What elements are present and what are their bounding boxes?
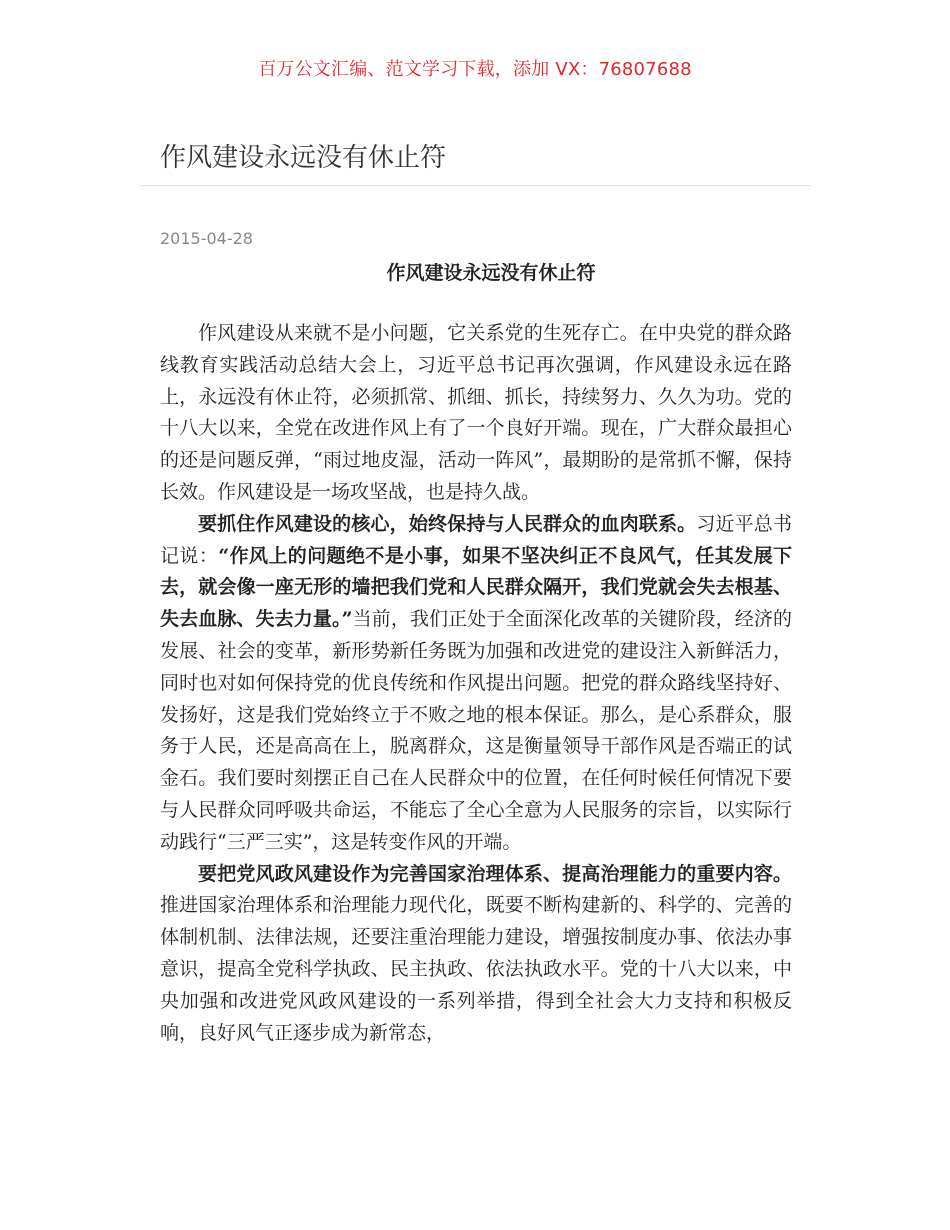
paragraph-1-text: 作风建设从来就不是小问题，它关系党的生死存亡。在中央党的群众路线教育实践活动总结大会上，习近平总书记再次强调，作风建设永远在路上，永远没有休止符，必须抓常、抓细、抓长，持续努力、久久为功。党的十八大以来，全党在改进作风上有了一个良好开端。现在，广大群众最担心的还是问题反弹，“雨过地皮湿，活动一阵风”，最期盼的是常抓不懈，保持长效。作风建设是一场攻坚战，也是持久战。 [160,322,792,503]
paragraph-3-text: 推进国家治理体系和治理能力现代化，既要不断构建新的、科学的、完善的体制机制、法律法规，还要注重治理能力建设，增强按制度办事、依法办事意识，提高全党科学执政、民主执政、依法执政水平。党的十八大以来，中央加强和改进党风政风建设的一系列举措，得到全社会大力支持和积极反响，良好风气正逐步成为新常态， [160,894,792,1044]
download-promo-banner: 百万公文汇编、范文学习下载，添加 VX：76807688 [258,59,692,80]
paragraph-3-bold-lead: 要把党风政风建设作为完善国家治理体系、提高治理能力的重要内容。 [198,862,792,885]
page-title: 作风建设永远没有休止符 [160,143,447,173]
paragraph-3 [160,859,792,1050]
paragraph-2 [160,509,792,859]
publish-date: 2015-04-28 [160,229,253,248]
paragraph-1 [160,318,792,509]
paragraph-2-tail: 当前，我们正处于全面深化改革的关键阶段，经济的发展、社会的变革，新形势新任务既为加强和改进党的建设注入新鲜活力，同时也对如何保持党的优良传统和作风提出问题。把党的群众路线坚持好、发扬好，这是我们党始终立于不败之地的根本保证。那么，是心系群众，服务于人民，还是高高在上，脱离群众，这是衡量领导干部作风是否端正的试金石。我们要时刻摆正自己在人民群众中的位置，在任何时候任何情况下要与人民群众同呼吸共命运，不能忘了全心全意为人民服务的宗旨，以实际行动践行“三严三实”，这是转变作风的开端。 [160,608,792,853]
paragraph-2-bold-quote: “作风上的问题绝不是小事，如果不坚决纠正不良风气，任其发展下去，就会像一座无形的墙把我们党和人民群众隔开，我们党就会失去根基、失去血脉、失去力量。” [160,544,792,631]
article-heading: 作风建设永远没有休止符 [386,262,596,284]
title-divider [140,185,811,186]
article-body [160,318,792,1049]
paragraph-2-text: 习近平总书记说： [160,512,792,567]
paragraph-2-bold-lead: 要抓住作风建设的核心，始终保持与人民群众的血肉联系。 [198,512,697,535]
